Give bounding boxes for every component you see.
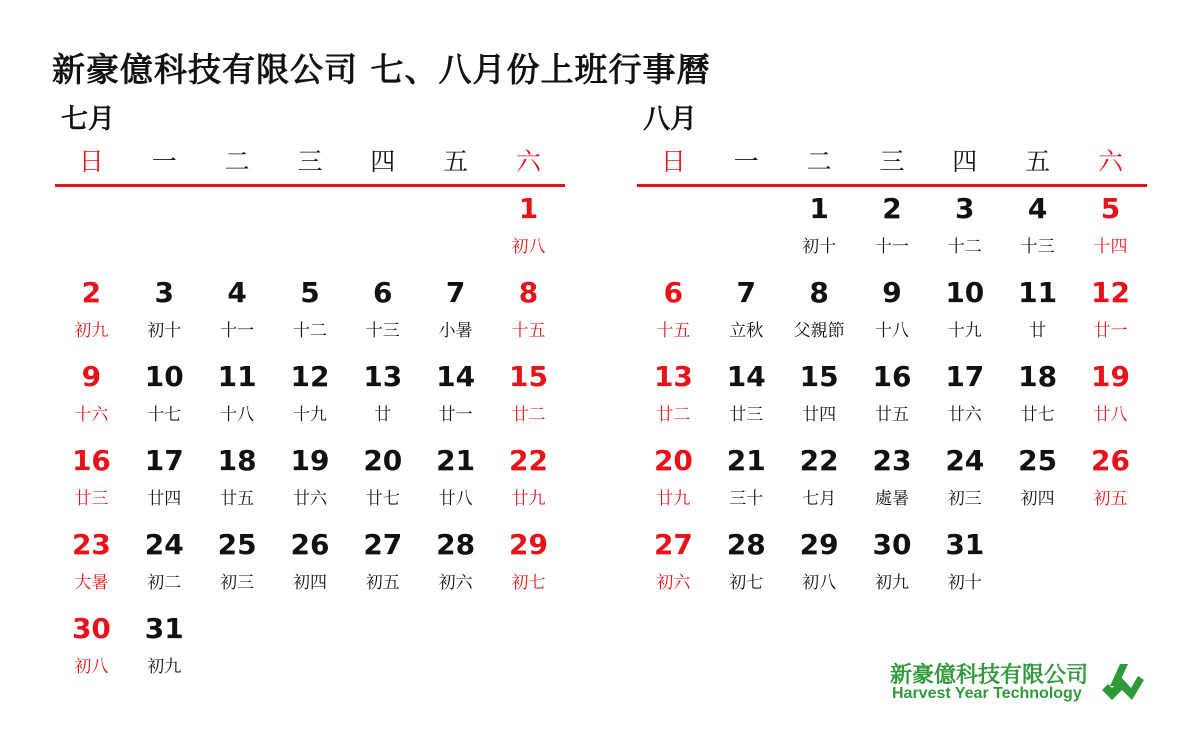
empty-cell (419, 187, 492, 271)
day-number: 30 (71, 612, 111, 645)
day-cell (346, 523, 419, 607)
day-number: 13 (653, 360, 693, 393)
day-cell (55, 271, 128, 355)
day-number: 1 (518, 192, 539, 225)
day-cell (128, 355, 201, 439)
day-cell (274, 439, 347, 523)
day-number: 29 (799, 528, 839, 561)
day-cell (637, 355, 710, 439)
day-cell (1001, 439, 1074, 523)
lunar-date: 初四 (1020, 489, 1055, 509)
day-cell (128, 607, 201, 691)
day-number: 29 (509, 528, 548, 561)
weekday-label: 日 (78, 147, 104, 176)
day-number: 16 (872, 360, 912, 393)
day-number: 20 (653, 444, 693, 477)
day-number: 11 (1018, 276, 1058, 309)
day-number: 5 (1100, 192, 1121, 225)
day-cell (492, 187, 565, 271)
day-cell (637, 523, 710, 607)
day-number: 3 (154, 276, 174, 309)
weekday-label: 三 (297, 147, 323, 176)
lunar-date: 廿九 (511, 489, 546, 509)
month-name: 八月 (643, 104, 697, 135)
lunar-date: 廿六 (292, 489, 327, 509)
lunar-date: 廿一 (1093, 321, 1128, 341)
day-number: 8 (518, 276, 539, 309)
day-number: 19 (290, 444, 330, 477)
day-number: 14 (726, 360, 766, 393)
lunar-date: 廿三 (729, 405, 764, 425)
lunar-date: 初八 (74, 657, 109, 677)
day-cell (928, 523, 1001, 607)
lunar-date: 十四 (1093, 237, 1128, 257)
day-cell (1001, 355, 1074, 439)
weekday-label: 五 (1025, 147, 1051, 176)
calendar-july (55, 100, 565, 691)
lunar-date: 初九 (147, 657, 182, 677)
day-number: 27 (653, 528, 693, 561)
day-number: 10 (945, 276, 985, 309)
day-cell (710, 355, 783, 439)
day-cell (710, 523, 783, 607)
day-cell (492, 439, 565, 523)
logo-mark-icon (1098, 660, 1148, 704)
lunar-date: 初五 (365, 573, 400, 593)
lunar-date: 初二 (147, 573, 182, 593)
weekday-label: 一 (733, 147, 759, 176)
lunar-date: 廿二 (511, 405, 546, 425)
lunar-date: 十八 (874, 321, 909, 341)
day-number: 7 (445, 276, 466, 309)
lunar-date: 立秋 (729, 321, 764, 341)
day-number: 24 (144, 528, 184, 561)
day-cell (492, 271, 565, 355)
day-number: 14 (436, 360, 476, 393)
day-cell (55, 439, 128, 523)
day-number: 23 (872, 444, 912, 477)
day-number: 26 (290, 528, 330, 561)
day-cell (128, 439, 201, 523)
day-cell (128, 271, 201, 355)
day-cell (201, 271, 274, 355)
lunar-date: 三十 (729, 489, 764, 509)
day-number: 6 (373, 276, 393, 309)
lunar-date: 七月 (802, 489, 837, 509)
day-number: 31 (945, 528, 985, 561)
lunar-date: 十一 (874, 237, 909, 257)
lunar-date: 初五 (1093, 489, 1128, 509)
day-number: 3 (955, 192, 975, 225)
lunar-date: 十九 (947, 321, 982, 341)
day-cell (274, 355, 347, 439)
day-cell (1001, 271, 1074, 355)
day-cell (346, 439, 419, 523)
day-number: 10 (144, 360, 184, 393)
lunar-date: 十三 (1020, 237, 1055, 257)
calendar-august (637, 100, 1147, 607)
lunar-date: 初十 (147, 321, 182, 341)
day-number: 5 (300, 276, 320, 309)
lunar-date: 初九 (74, 321, 109, 341)
day-cell (856, 355, 929, 439)
day-number: 18 (217, 444, 257, 477)
weekday-label: 六 (1097, 147, 1123, 176)
day-cell (1001, 187, 1074, 271)
day-cell (128, 523, 201, 607)
day-cell (1074, 355, 1147, 439)
lunar-date: 十二 (292, 321, 327, 341)
day-number: 12 (290, 360, 330, 393)
lunar-date: 廿七 (1020, 405, 1055, 425)
lunar-date: 十六 (74, 405, 109, 425)
day-cell (201, 439, 274, 523)
logo-name-cn: 新豪億科技有限公司 (890, 663, 1089, 688)
lunar-date: 廿七 (365, 489, 400, 509)
weekday-header (55, 140, 565, 187)
empty-cell (128, 187, 201, 271)
lunar-date: 十五 (656, 321, 691, 341)
weekday-label: 二 (224, 147, 250, 176)
day-number: 27 (363, 528, 403, 561)
day-grid (55, 187, 565, 691)
lunar-date: 初十 (947, 573, 982, 593)
lunar-date: 初三 (220, 573, 255, 593)
day-cell (419, 523, 492, 607)
lunar-date: 廿四 (147, 489, 182, 509)
day-number: 22 (799, 444, 839, 477)
day-cell (710, 439, 783, 523)
lunar-date: 初七 (729, 573, 764, 593)
day-number: 13 (363, 360, 403, 393)
weekday-label: 四 (952, 147, 978, 176)
lunar-date: 廿九 (656, 489, 691, 509)
day-number: 28 (726, 528, 766, 561)
empty-cell (274, 187, 347, 271)
day-cell (419, 355, 492, 439)
empty-cell (637, 187, 710, 271)
day-cell (783, 439, 856, 523)
lunar-date: 廿八 (1093, 405, 1128, 425)
empty-cell (55, 187, 128, 271)
lunar-date: 廿三 (74, 489, 109, 509)
day-number: 23 (71, 528, 111, 561)
day-cell (856, 439, 929, 523)
day-number: 9 (882, 276, 902, 309)
month-name: 七月 (61, 104, 115, 135)
day-cell (637, 439, 710, 523)
company-logo (890, 658, 1150, 710)
day-cell (710, 271, 783, 355)
weekday-label: 一 (151, 147, 177, 176)
empty-cell (710, 187, 783, 271)
day-number: 25 (1018, 444, 1058, 477)
page-title: 新豪億科技有限公司 七、八月份上班行事曆 (52, 50, 711, 89)
lunar-date: 初七 (511, 573, 546, 593)
day-cell (419, 271, 492, 355)
lunar-date: 廿一 (438, 405, 473, 425)
lunar-date: 初六 (656, 573, 691, 593)
lunar-date: 廿四 (802, 405, 837, 425)
day-cell (928, 271, 1001, 355)
empty-cell (201, 187, 274, 271)
lunar-date: 廿 (374, 405, 392, 425)
lunar-date: 初三 (947, 489, 982, 509)
lunar-date: 廿五 (874, 405, 909, 425)
lunar-date: 廿五 (220, 489, 255, 509)
lunar-date: 十五 (511, 321, 546, 341)
day-number: 2 (81, 276, 102, 309)
weekday-label: 日 (660, 147, 686, 176)
day-number: 15 (509, 360, 548, 393)
day-cell (1074, 271, 1147, 355)
weekday-label: 六 (515, 147, 541, 176)
day-number: 18 (1018, 360, 1058, 393)
lunar-date: 處暑 (874, 489, 909, 509)
weekday-header (637, 140, 1147, 187)
day-cell (783, 271, 856, 355)
lunar-date: 廿六 (947, 405, 982, 425)
day-number: 26 (1091, 444, 1130, 477)
lunar-date: 廿八 (438, 489, 473, 509)
day-cell (201, 523, 274, 607)
day-cell (492, 523, 565, 607)
day-cell (928, 187, 1001, 271)
day-cell (55, 607, 128, 691)
day-cell (856, 271, 929, 355)
lunar-date: 初四 (292, 573, 327, 593)
day-cell (1074, 187, 1147, 271)
empty-cell (346, 187, 419, 271)
lunar-date: 大暑 (74, 573, 109, 593)
day-number: 17 (144, 444, 184, 477)
day-cell (274, 271, 347, 355)
lunar-date: 父親節 (793, 321, 845, 341)
weekday-label: 三 (879, 147, 905, 176)
day-number: 24 (945, 444, 985, 477)
day-cell (55, 355, 128, 439)
lunar-date: 初八 (511, 237, 546, 257)
weekday-label: 二 (806, 147, 832, 176)
day-number: 2 (882, 192, 902, 225)
weekday-label: 五 (443, 147, 469, 176)
lunar-date: 十七 (147, 405, 182, 425)
day-number: 8 (809, 276, 829, 309)
day-cell (492, 355, 565, 439)
day-number: 11 (217, 360, 257, 393)
lunar-date: 廿 (1029, 321, 1047, 341)
day-cell (55, 523, 128, 607)
logo-name-en: Harvest Year Technology (892, 685, 1082, 702)
day-number: 4 (1027, 192, 1048, 225)
day-number: 21 (726, 444, 766, 477)
day-cell (783, 187, 856, 271)
day-number: 9 (81, 360, 102, 393)
day-number: 1 (809, 192, 829, 225)
day-number: 22 (509, 444, 548, 477)
day-number: 31 (144, 612, 184, 645)
day-number: 15 (799, 360, 839, 393)
lunar-date: 十九 (292, 405, 327, 425)
day-grid (637, 187, 1147, 607)
day-cell (856, 187, 929, 271)
lunar-date: 初八 (802, 573, 837, 593)
lunar-date: 小暑 (438, 321, 473, 341)
day-number: 19 (1091, 360, 1130, 393)
day-cell (346, 271, 419, 355)
lunar-date: 十二 (947, 237, 982, 257)
day-number: 30 (872, 528, 912, 561)
day-cell (201, 355, 274, 439)
day-cell (346, 355, 419, 439)
day-cell (856, 523, 929, 607)
day-cell (928, 439, 1001, 523)
day-cell (1074, 439, 1147, 523)
day-number: 20 (363, 444, 403, 477)
day-cell (783, 523, 856, 607)
day-number: 17 (945, 360, 985, 393)
lunar-date: 初十 (802, 237, 837, 257)
day-number: 21 (436, 444, 476, 477)
day-number: 28 (436, 528, 476, 561)
day-number: 6 (663, 276, 684, 309)
day-number: 4 (227, 276, 247, 309)
weekday-label: 四 (370, 147, 396, 176)
day-cell (637, 271, 710, 355)
day-number: 12 (1091, 276, 1130, 309)
lunar-date: 十一 (220, 321, 255, 341)
lunar-date: 十八 (220, 405, 255, 425)
day-number: 16 (71, 444, 111, 477)
lunar-date: 初九 (874, 573, 909, 593)
day-cell (274, 523, 347, 607)
day-number: 7 (736, 276, 756, 309)
lunar-date: 廿二 (656, 405, 691, 425)
day-cell (928, 355, 1001, 439)
lunar-date: 初六 (438, 573, 473, 593)
day-number: 25 (217, 528, 257, 561)
day-cell (419, 439, 492, 523)
lunar-date: 十三 (365, 321, 400, 341)
day-cell (783, 355, 856, 439)
